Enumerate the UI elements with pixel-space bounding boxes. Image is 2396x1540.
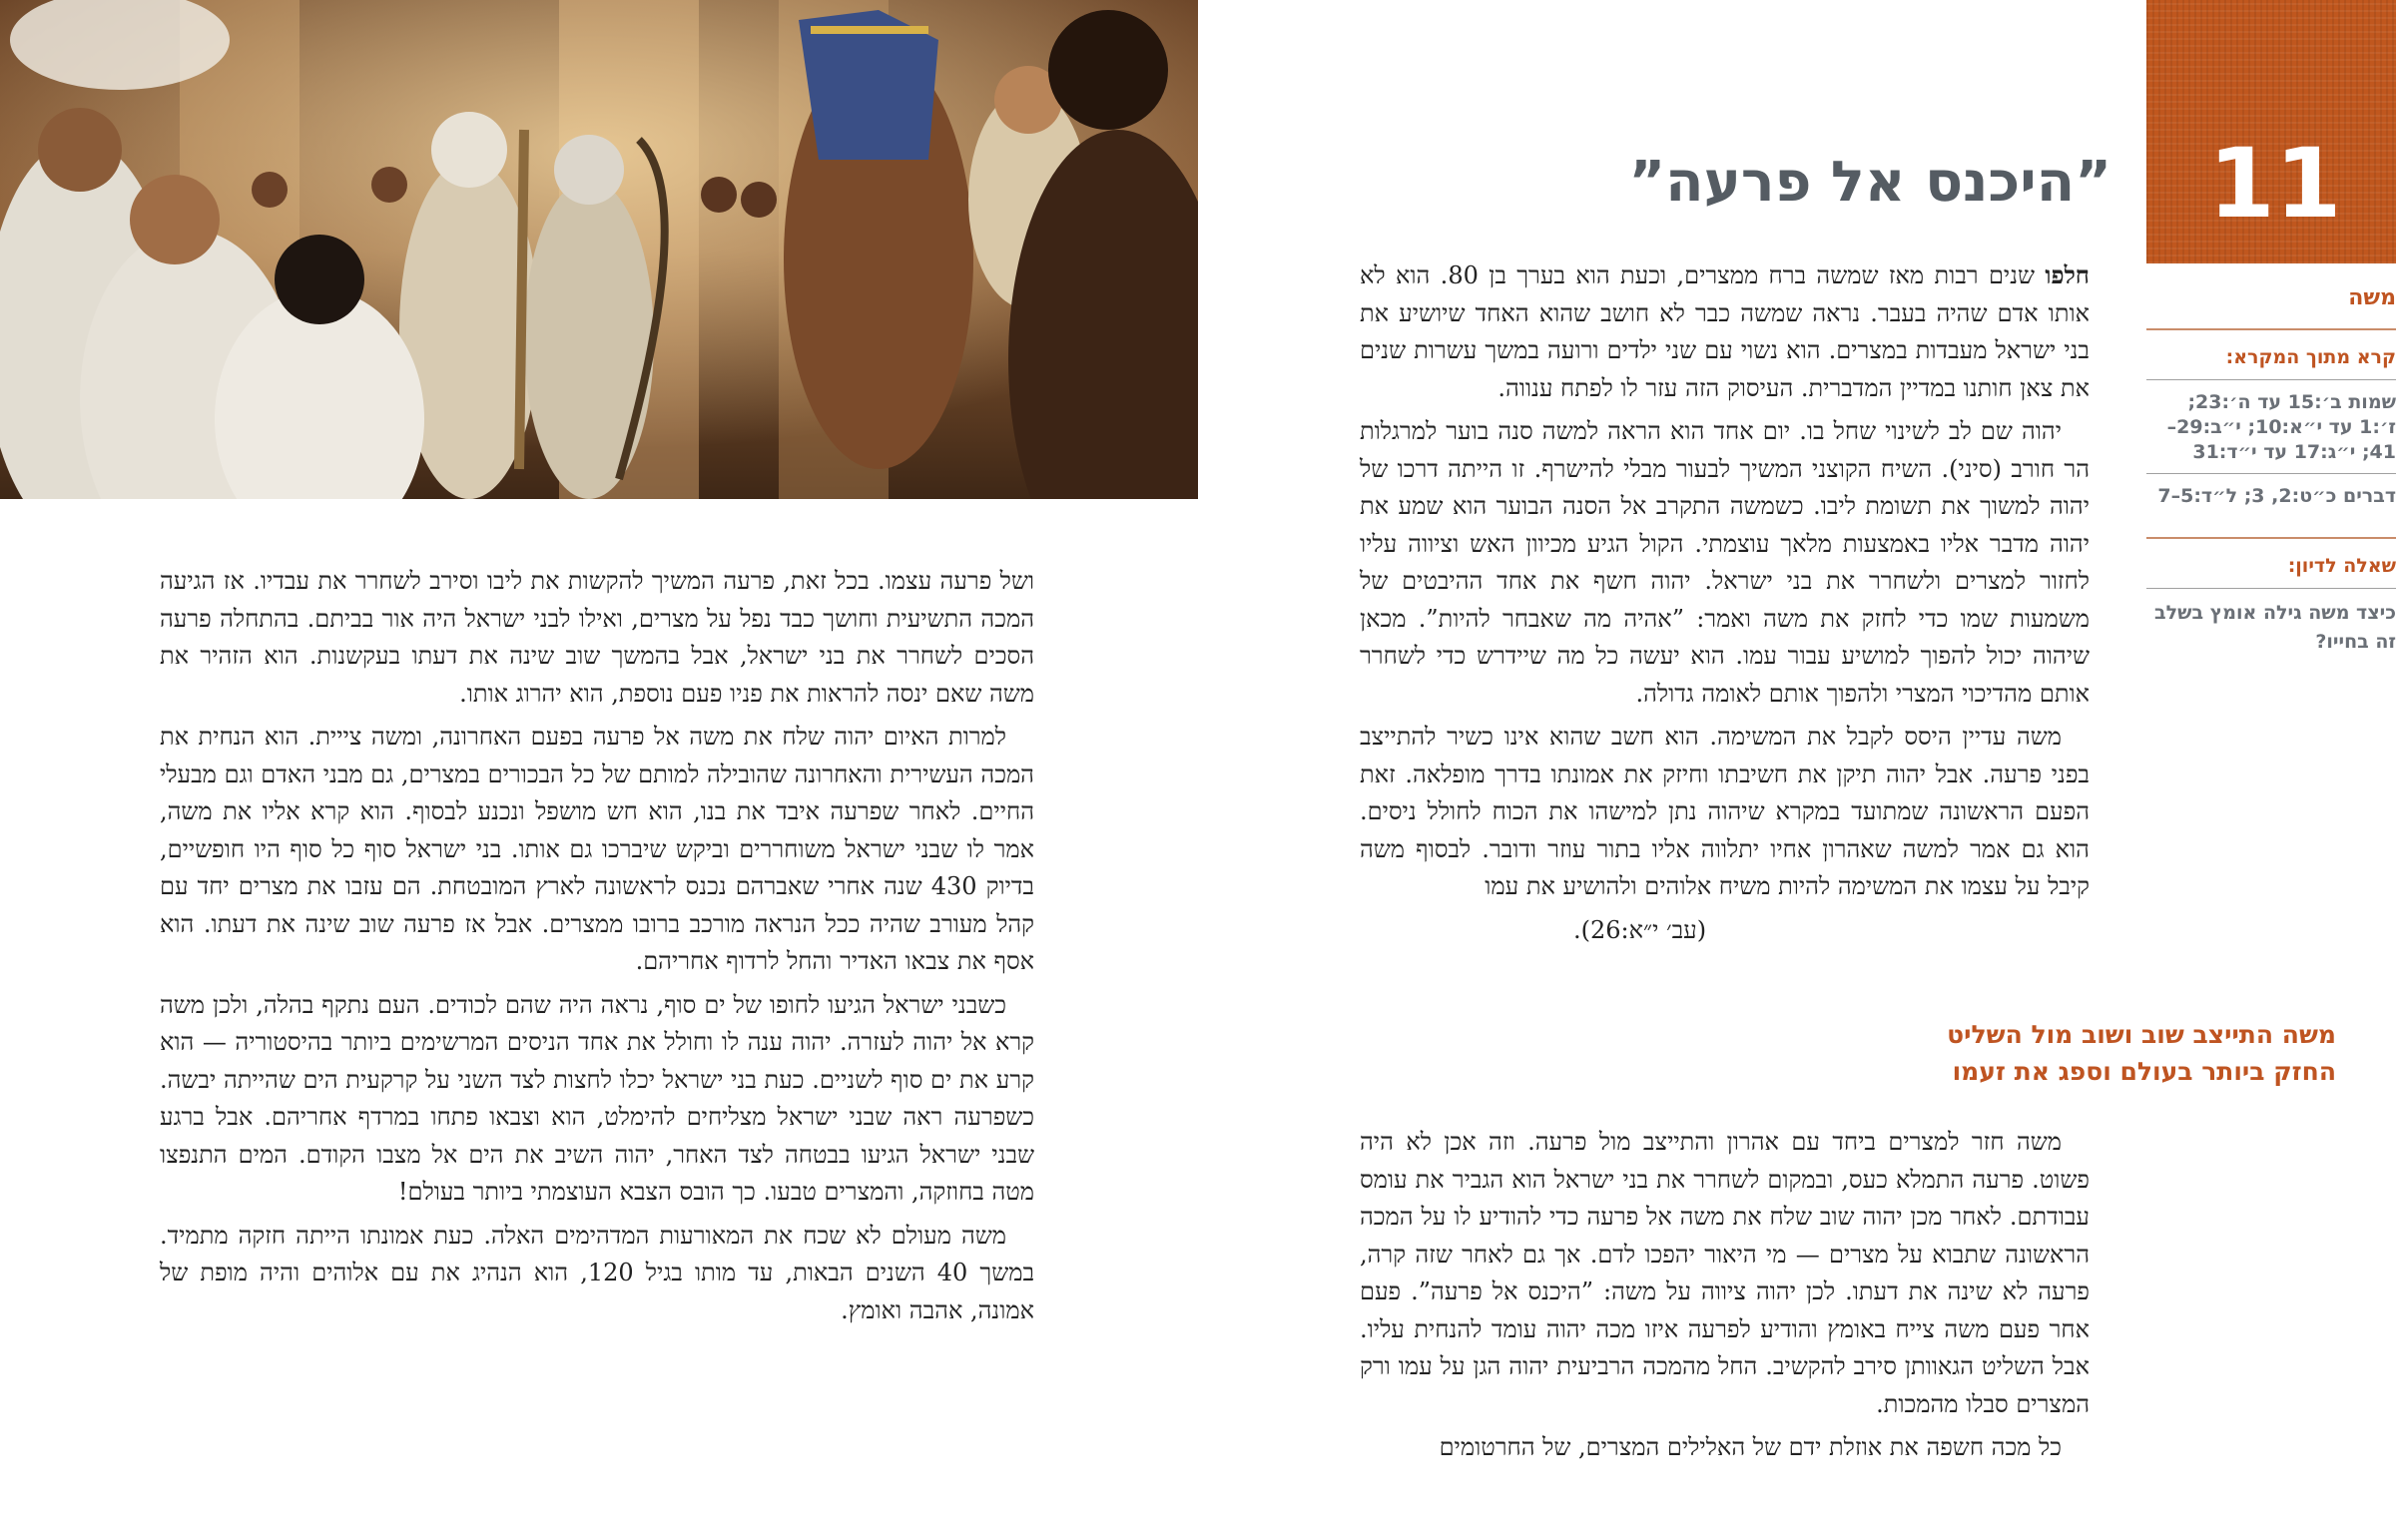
- paragraph: כשבני ישראל הגיעו לחופו של ים סוף, נראה היה שהם לכודים. העם נתקף בהלה, ולכן משה קרא אל יהוה לעזרה. יהוה ענה לו וחולל את אחד הניסים המרשימים ביותר בהיסטוריה — הוא קרע את ים סוף לשניים. כעת בני ישראל יכלו לחצות לצד השני על קרקעית הים שהייתה יבשה. כשפרעה ראה שבני ישראל מצליחים להימלט, הוא וצבאו פתחו במרדף אחריהם. אבל ברגע שבני ישראל הגיעו בבטחה לצד האחר, יהוה השיב את הים אל מצבו הקודם. המים התנפצו מטה בחוזקה, והמצרים טבעו. כך הובס הצבא העוצמתי ביותר בעולם!: [160, 990, 1034, 1206]
- sidebar-thin-divider: [2146, 473, 2396, 474]
- sidebar-person-name: משה: [2348, 285, 2396, 310]
- chapter-title: ”היכנס אל פרעה”: [1628, 150, 2111, 215]
- paragraph: [1360, 257, 2090, 407]
- sidebar-scripture-ref: שמות ב׳:15 עד ה׳:23; ז׳:1 עד י״א:10; י״ב:29–41; י״ג:17 עד י״ד:31: [2166, 391, 2396, 463]
- lead-word: חלפו: [2045, 260, 2090, 289]
- scripture-citation: (עב׳ י״א:26).: [1573, 915, 1707, 944]
- chapter-number: 11: [2208, 128, 2342, 240]
- sidebar-question: כיצד משה גילה אומץ בשלב זה בחייו?: [2154, 602, 2396, 653]
- pull-quote: משה התייצב שוב ושוב מול השליט החזק ביותר בעולם וספג את זעמו: [1947, 1020, 2336, 1086]
- paragraph: משה מעולם לא שכח את המאורעות המדהימים האלה. כעת אמונתו הייתה חזקה מתמיד. במשך 40 השנים הבאות, עד מותו בגיל 120, הוא הנהיג את עם אלוהים והיה מופת של אמונה, אהבה ואומץ.: [160, 1221, 1035, 1324]
- paragraph: משה עדיין היסס לקבל את המשימה. הוא חשב שהוא אינו כשיר להתייצב בפני פרעה. אבל יהוה תיקן את חשיבתו וחיזק את אמונתו בדרך מופלאה. זאת הפעם הראשונה שמתועד במקרא שיהוה נתן למישהו את הכוח לחולל ניסים. הוא גם אמר למשה שאהרון אחיו יתלווה אליו בתור עוזר ודובר. לבסוף משה קיבל על עצמו את המשימה להיות משיח אלוהים ולהושיע את עמו: [1360, 723, 2090, 900]
- sidebar-scripture-ref: דברים כ״ט:2, 3; ל״ד:5–7: [2157, 485, 2396, 507]
- sidebar-question-label: שאלה לדיון:: [2287, 555, 2396, 577]
- paragraph: כל מכה חשפה את אוזלת ידם של האלילים המצרים, של החרטומים: [1439, 1433, 2062, 1461]
- chapter-badge: [2146, 0, 2396, 263]
- sidebar-thin-divider: [2146, 588, 2396, 589]
- chapter-sidebar: [2146, 285, 2396, 657]
- sidebar-thin-divider: [2146, 379, 2396, 380]
- paragraph: ושל פרעה עצמו. בכל זאת, פרעה המשיך להקשות את ליבו וסירב לשחרר את עבדיו. אז הגיעה המכה התשיעית וחושך כבד נפל על מצרים, ואילו לבני ישראל היה אור בביתם. בהתחלה פרעה הסכים לשחרר את בני ישראל, אבל בהמשך שוב שינה את דעתו בעקשנות. הוא הזהיר את משה שאם ינסה להראות את פניו פעם נוספת, הוא יהרוג אותו.: [160, 567, 1035, 708]
- paragraph-text: שנים רבות מאז שמשה ברח ממצרים, וכעת הוא בערך בן 80. הוא לא אותו אדם שהיה בעבר. נראה שמשה כבר לא חושב שהוא האחד שיושיע את בני ישראל מעבדות במצרים. הוא נשוי עם שני ילדים ורועה במשך עשרות שנים את צאן חותנו במדיין המדברית. העיסוק הזה עזר לו לפתח ענווה.: [1360, 261, 2090, 402]
- sidebar-read-label: קרא מתוך המקרא:: [2225, 346, 2396, 368]
- paragraph: משה חזר למצרים ביחד עם אהרון והתייצב מול פרעה. וזה אכן לא היה פשוט. פרעה התמלא כעס, ובמקום לשחרר את בני ישראל הוא הגביר את עומס עבודתם. לאחר מכן יהוה שוב שלח את משה אל פרעה כדי להודיע לו על המכה הראשונה שתבוא על מצרים — מי היאור יהפכו לדם. אך גם לאחר שזה קרה, פרעה לא שינה את דעתו. לכן יהוה ציווה על משה: ”היכנס אל פרעה”. פעם אחר פעם משה צייח באומץ והודיע לפרעה איזו מכה יהוה עומד להנחית עליו. אבל השליט הגאוותן סירב להקשיב. החל מהמכה הרביעית יהוה הגן על עמו ורק המצרים סבלו מהמכות.: [1360, 1128, 2090, 1418]
- right-column-bottom: [1360, 1124, 2090, 1473]
- chapter-illustration: [0, 0, 1198, 499]
- paragraph: למרות האיום יהוה שלח את משה אל פרעה בפעם האחרונה, ומשה צייית. הוא הנחית את המכה העשירית והאחרונה שהובילה למותם של כל הבכורים במצרים, גם מבני האדם וגם מבעלי החיים. לאחר שפרעה איבד את בנו, הוא חש מושפל ונכנע לבסוף. הוא קרא אליו את משה, אמר לו שבני ישראל משוחררים וביקש שיברכו גם אותו. בני ישראל סוף כל סוף היו חופשיים, בדיוק 430 שנה אחרי שאברהם נכנס לראשונה לארץ המובטחת. הם עזבו את מצרים יחד עם קהל מעורב שהיה ככל הנראה מורכב ברובו ממצרים. אבל אז פרעה שוב שינה את דעתו. הוא אסף את צבאו האדיר והחל לרדוף אחריהם.: [160, 723, 1035, 975]
- right-column-top: [1360, 257, 2090, 955]
- left-column: [160, 563, 1034, 1335]
- paragraph: יהוה שם לב לשינוי שחל בו. יום אחד הוא הראה למשה סנה בוער למרגלות הר חורב (סיני). השיח הקוצני המשיך לבעור מבלי להישרף. זו הייתה דרכו של יהוה למשוך את תשומת ליבו. כשמשה התקרב אל הסנה הבוער הוא שמע את יהוה מדבר אליו באמצעות מלאך עוצמתי. הקול הגיע מכיוון האש וציווה עליו לחזור למצרים ולשחרר את בני ישראל. יהוה חשף את אחד ההיבטים של משמעות שמו כדי לחזק את משה ואמר: ”אהיה מה שאבחר להיות”. מכאן שיהוה יכול להפוך למושיע עבור עמו. הוא יעשה כל מה שיידרש כדי לשחרר אותם מהדיכוי המצרי ולהפוך אותם לאומה גדולה.: [1360, 417, 2090, 708]
- sidebar-divider: [2146, 328, 2396, 330]
- sidebar-divider: [2146, 537, 2396, 539]
